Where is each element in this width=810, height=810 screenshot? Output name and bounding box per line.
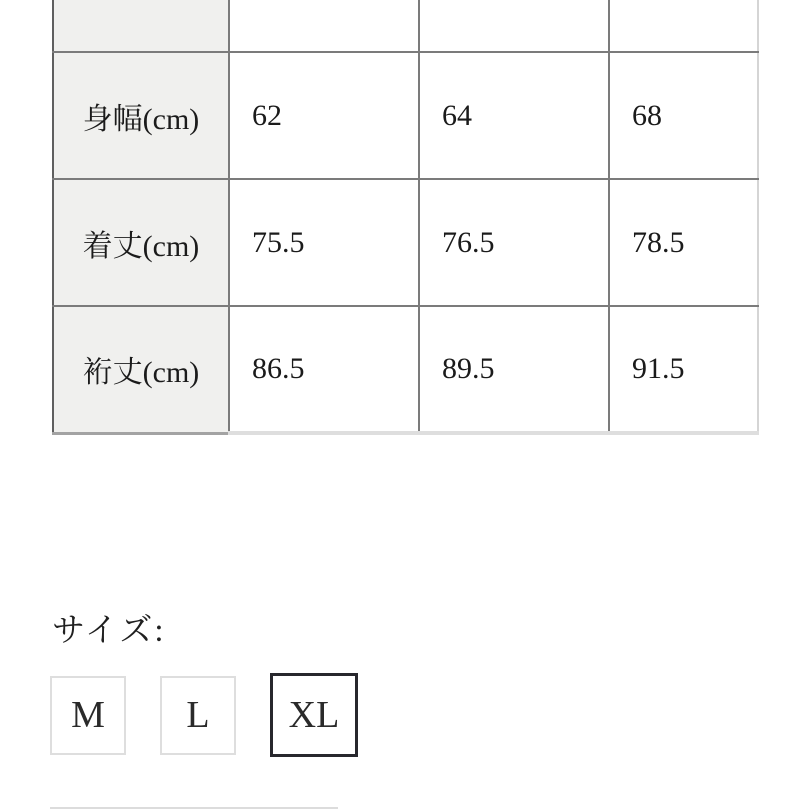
header-cell [419, 0, 609, 52]
size-option-group [50, 672, 358, 758]
measurement-cell: 78.5 [609, 179, 758, 306]
size-option-xl[interactable]: XL [270, 673, 358, 757]
measurement-cell: 91.5 [609, 306, 758, 433]
table-row [53, 306, 758, 433]
section-divider [50, 807, 338, 809]
measurement-cell: 62 [229, 52, 419, 179]
measurement-cell: 89.5 [419, 306, 609, 433]
row-label-cell: 裄丈(cm) [53, 306, 229, 433]
header-cell [609, 0, 758, 52]
table-row [53, 179, 758, 306]
row-label-cell: 身幅(cm) [53, 52, 229, 179]
header-label-cell [53, 0, 229, 52]
measurement-cell: 86.5 [229, 306, 419, 433]
measurement-cell: 68 [609, 52, 758, 179]
size-option-l[interactable]: L [160, 676, 236, 755]
measurement-cell: 64 [419, 52, 609, 179]
size-selector-label: サイズ: [52, 613, 166, 649]
header-cell [229, 0, 419, 52]
size-chart-table [52, 0, 759, 435]
table-header-row [53, 0, 758, 52]
measurement-cell: 76.5 [419, 179, 609, 306]
size-option-m[interactable]: M [50, 676, 126, 755]
measurement-cell: 75.5 [229, 179, 419, 306]
table-row [53, 52, 758, 179]
row-label-cell: 着丈(cm) [53, 179, 229, 306]
